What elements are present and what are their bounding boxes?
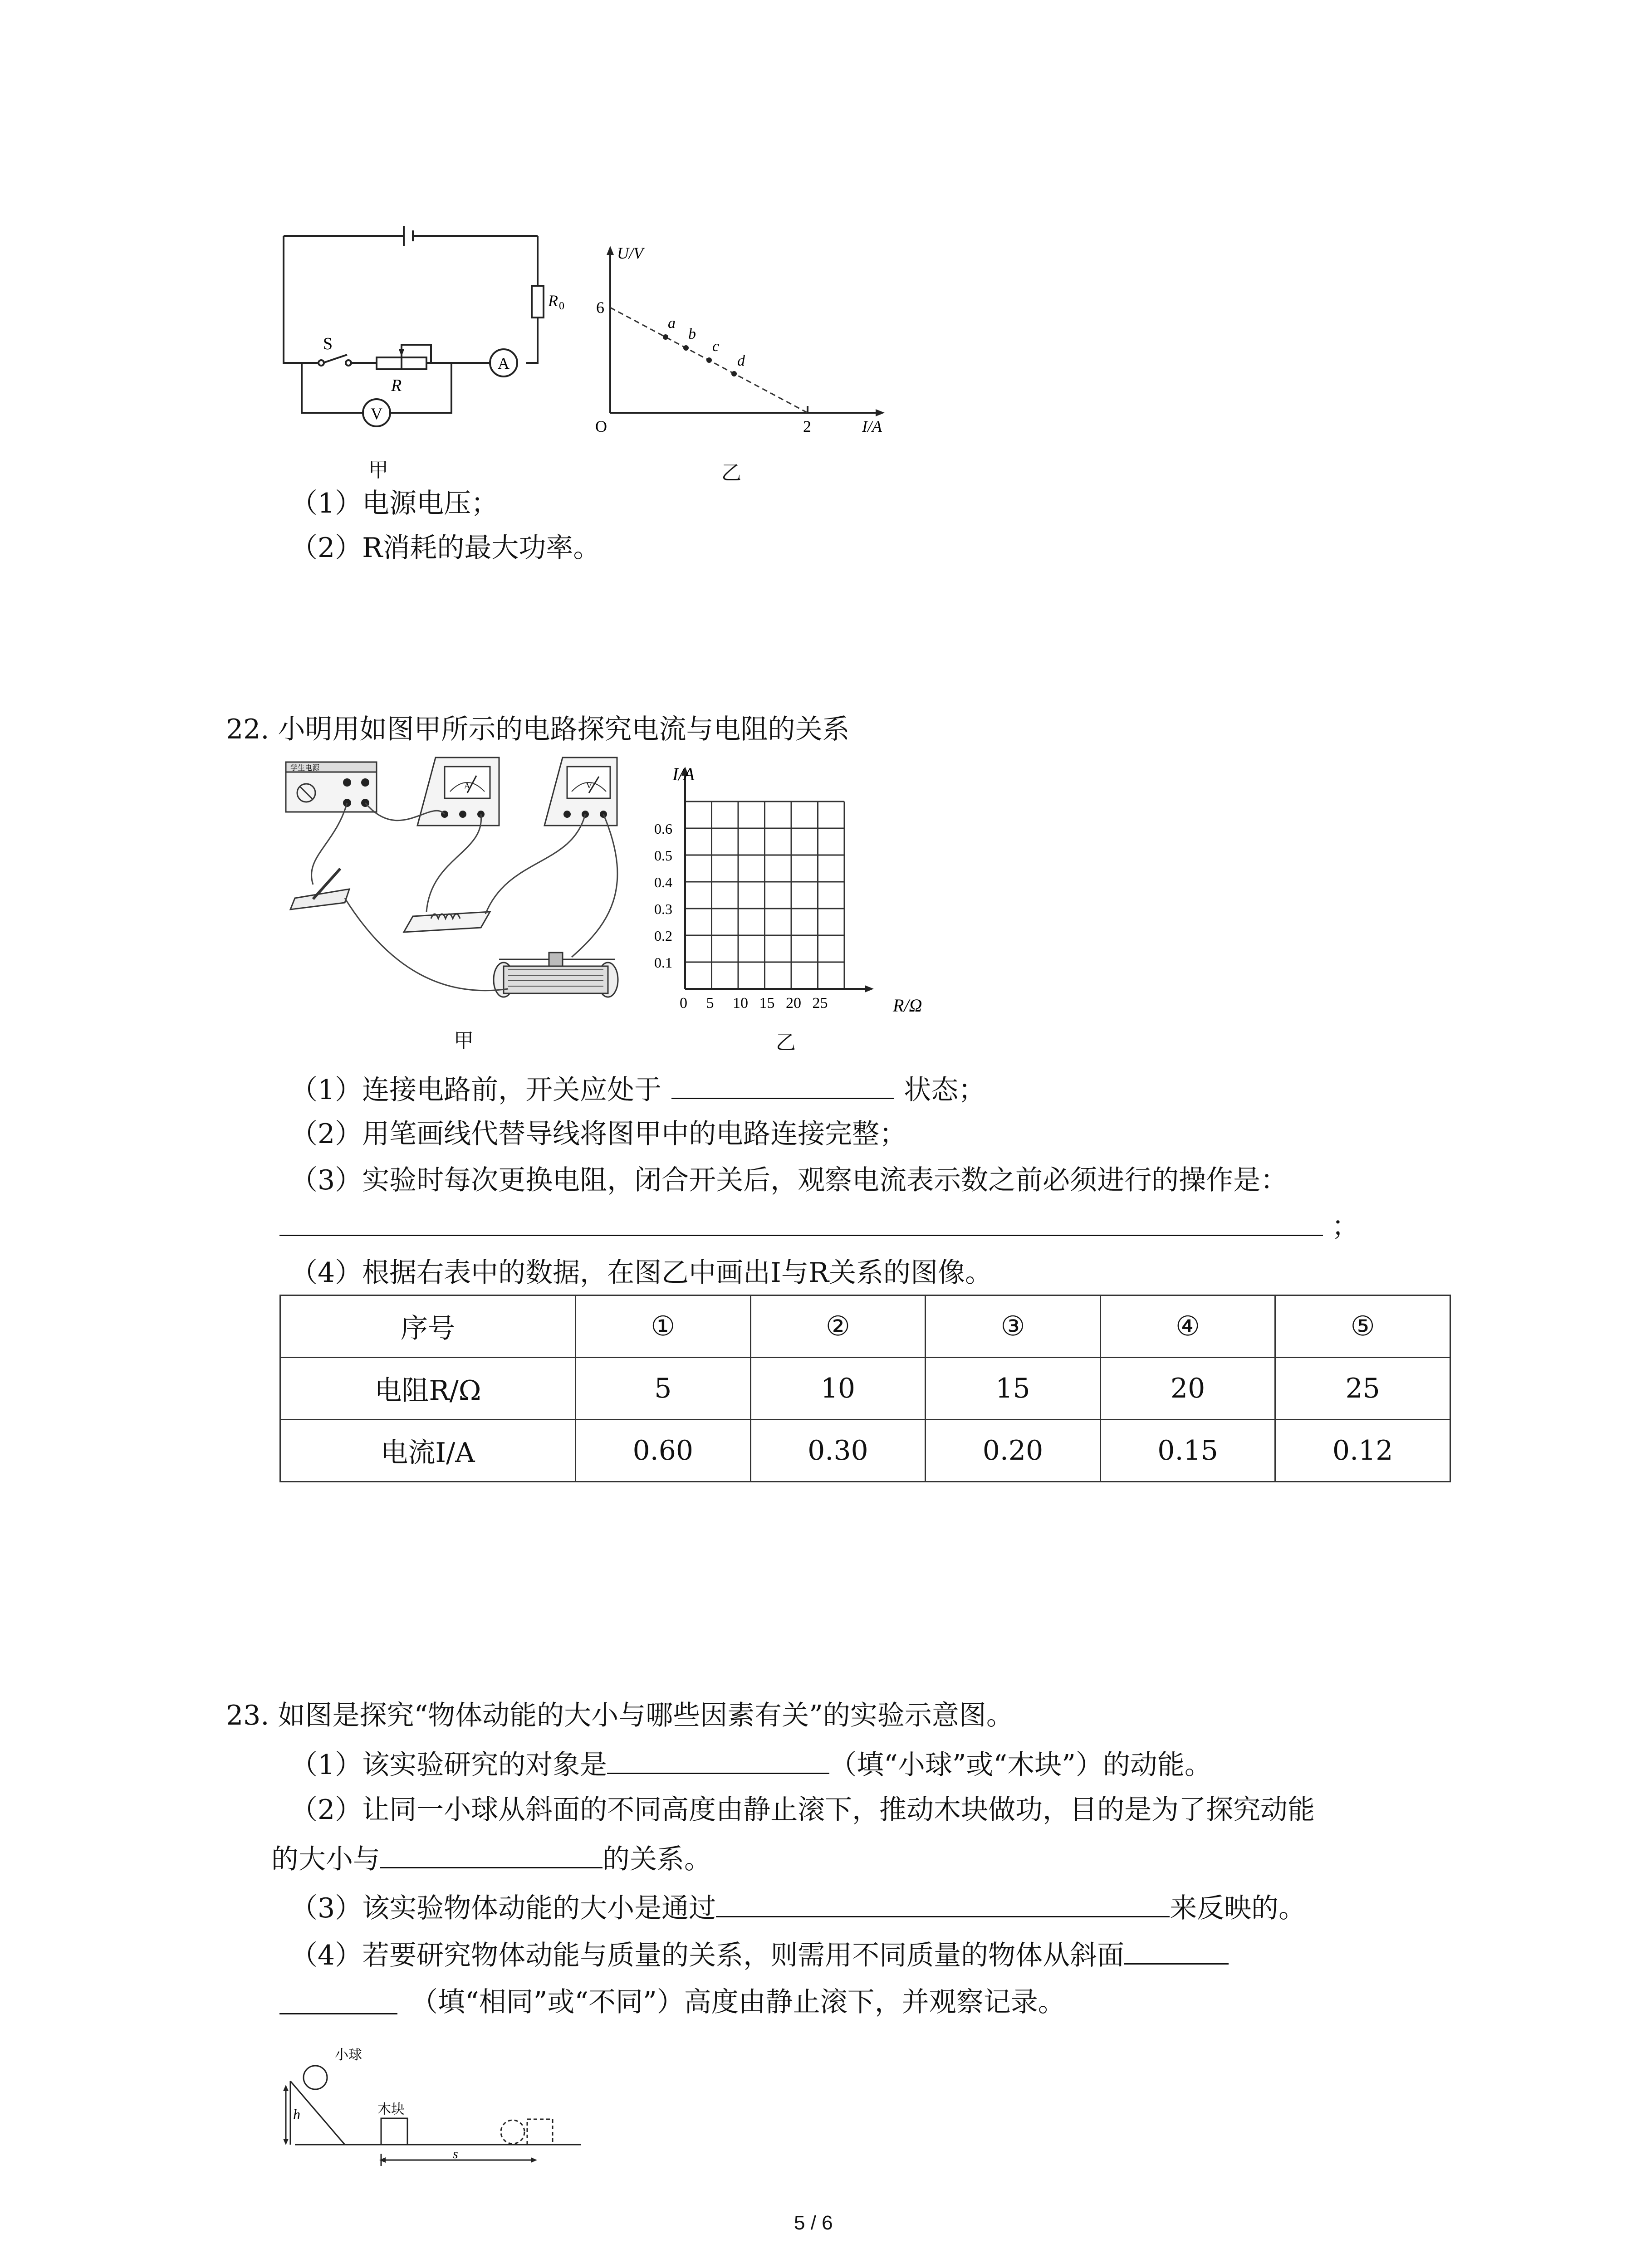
q23-sub1: [290, 1749, 1212, 1779]
q23-sub1-answer-blank[interactable]: [607, 1749, 829, 1774]
q23-sub4-answer-blank[interactable]: [1124, 1940, 1229, 1965]
index-cell-4: ④: [1100, 1295, 1275, 1358]
resistance-cell-3: 15: [926, 1358, 1101, 1420]
q23-sub2-line2: [271, 1843, 711, 1873]
q23-sub2-tail: 的关系。: [603, 1843, 711, 1875]
page-number: 5 / 6: [794, 2212, 833, 2234]
r0-subscript: 0: [559, 300, 564, 312]
height-label: h: [293, 2106, 300, 2122]
q21-circuit-diagram: [272, 213, 563, 494]
row-header-index: 序号: [280, 1295, 576, 1358]
ammeter-face-label: A: [464, 781, 470, 790]
q21-caption-jia: 甲: [368, 459, 388, 482]
q22-sub2: （2）用笔画线代替导线将图甲中的电路连接完整；: [290, 1118, 907, 1150]
distance-label: s: [453, 2146, 458, 2161]
index-cell-1: ①: [576, 1295, 751, 1358]
q21-caption-yi: 乙: [721, 461, 741, 484]
x-axis-label: I/A: [862, 417, 882, 435]
q22-sub3: （3）实验时每次更换电阻，闭合开关后，观察电流表示数之前必须进行的操作是：: [290, 1164, 1288, 1196]
y-tick-label: 0.6: [654, 821, 672, 837]
x-tick-label: 15: [759, 995, 775, 1012]
point-d-label: d: [737, 352, 745, 369]
q23-sub4-line1: [290, 1940, 1229, 1969]
q21-sub1: （1）电源电压；: [290, 488, 499, 519]
ball-on-incline: [304, 2066, 327, 2089]
table-row-resistance: [280, 1358, 1450, 1420]
y-tick-6: 6: [596, 298, 604, 317]
point-b-label: b: [688, 326, 696, 342]
q22-sub1-tail: 状态；: [904, 1074, 986, 1106]
voltmeter-label: V: [371, 405, 382, 423]
q23-stem: 23. 如图是探究“物体动能的大小与哪些因素有关”的实验示意图。: [226, 1700, 1014, 1731]
voltmeter-face-label: V: [586, 781, 592, 790]
x-tick-label: 0: [680, 995, 687, 1012]
current-cell-5: 0.12: [1275, 1420, 1450, 1482]
chart-x-axis-label: R/Ω: [893, 995, 922, 1016]
wooden-block: [381, 2118, 407, 2145]
y-axis-label: U/V: [617, 244, 643, 262]
index-cell-2: ②: [750, 1295, 926, 1358]
x-tick-label: 25: [812, 995, 828, 1012]
q23-sub3-text: （3）该实验物体动能的大小是通过: [290, 1892, 716, 1924]
current-cell-2: 0.30: [750, 1420, 926, 1482]
x-tick-label: 10: [733, 995, 748, 1012]
q22-sub1-text: （1）连接电路前，开关应处于: [290, 1074, 662, 1106]
resistance-cell-4: 20: [1100, 1358, 1275, 1420]
q22-sub1: [290, 1074, 985, 1104]
ball-label: 小球: [335, 2048, 362, 2063]
q22-data-table: [279, 1295, 1451, 1482]
q22-caption-yi: 乙: [776, 1031, 796, 1054]
q22-sub3-answer-line[interactable]: [279, 1235, 1323, 1236]
resistance-cell-5: 25: [1275, 1358, 1450, 1420]
q23-sub3-answer-blank[interactable]: [716, 1892, 1170, 1917]
q23-sub4-text: （4）若要研究物体动能与质量的关系，则需用不同质量的物体从斜面: [290, 1940, 1125, 1971]
q23-sub1-tail: （填“小球”或“木块”）的动能。: [829, 1749, 1212, 1781]
q23-sub2-line1: （2）让同一小球从斜面的不同高度由静止滚下，推动木块做功，目的是为了探究动能: [290, 1794, 1315, 1826]
origin-label: O: [595, 417, 607, 435]
y-tick-label: 0.2: [654, 928, 672, 944]
q22-stem: 22. 小明用如图甲所示的电路探究电流与电阻的关系: [226, 714, 850, 745]
q23-sub2-text: 的大小与: [271, 1843, 380, 1875]
ammeter-label: A: [498, 354, 509, 372]
y-tick-label: 0.5: [654, 847, 672, 864]
block-final-dashed: [527, 2119, 553, 2145]
row-header-resistance: 电阻R/Ω: [280, 1358, 576, 1420]
q23-sub3-tail: 来反映的。: [1170, 1892, 1306, 1924]
x-tick-label: 5: [706, 995, 714, 1012]
switch-label: S: [323, 334, 333, 353]
power-supply-label: 学生电源: [290, 764, 320, 772]
current-cell-4: 0.15: [1100, 1420, 1275, 1482]
table-row-index: [280, 1295, 1450, 1358]
point-c-label: c: [712, 338, 720, 355]
q23-incline-diagram: [277, 2041, 594, 2168]
x-tick-2: 2: [803, 417, 811, 435]
block-label: 木块: [377, 2102, 405, 2117]
row-header-current: 电流I/A: [280, 1420, 576, 1482]
q22-ir-grid-chart: [640, 762, 948, 1016]
q23-sub2-answer-blank[interactable]: [380, 1843, 603, 1868]
y-tick-label: 0.3: [654, 901, 672, 917]
q23-sub3: [290, 1892, 1306, 1922]
x-tick-label: 20: [786, 995, 801, 1012]
resistor-r0: [532, 286, 544, 318]
q22-sub4: （4）根据右表中的数据，在图乙中画出I与R关系的图像。: [290, 1257, 993, 1289]
q23-sub4-line2: （填“相同”或“不同”）高度由静止滚下，并观察记录。: [411, 1986, 1065, 2018]
table-row-current: [280, 1420, 1450, 1482]
current-cell-1: 0.60: [576, 1420, 751, 1482]
ball-final-dashed: [501, 2120, 524, 2144]
index-cell-5: ⑤: [1275, 1295, 1450, 1358]
chart-grid: [685, 802, 844, 989]
q23-sub4-answer-blank-cont[interactable]: [279, 2013, 397, 2014]
x-axis-arrow: [865, 985, 874, 992]
q22-apparatus-illustration: [281, 753, 626, 1007]
q21-uv-graph: [581, 245, 907, 440]
point-a-label: a: [668, 315, 676, 332]
chart-y-axis-label: I/A: [672, 764, 695, 784]
q22-sub3-end: ；: [1332, 1211, 1359, 1242]
rheostat-label: R: [391, 376, 402, 395]
resistance-cell-2: 10: [750, 1358, 926, 1420]
point-d: [731, 371, 737, 376]
resistance-cell-1: 5: [576, 1358, 751, 1420]
q23-sub1-text: （1）该实验研究的对象是: [290, 1749, 607, 1781]
index-cell-3: ③: [926, 1295, 1101, 1358]
point-c: [706, 357, 712, 363]
y-tick-label: 0.4: [654, 874, 672, 890]
q22-caption-jia: 甲: [454, 1029, 474, 1052]
point-b: [683, 345, 689, 351]
point-a: [663, 334, 668, 340]
switch-blade: [323, 355, 347, 363]
current-cell-3: 0.20: [926, 1420, 1101, 1482]
q22-sub1-answer-blank[interactable]: [671, 1074, 894, 1099]
q21-sub2: （2）R消耗的最大功率。: [290, 532, 601, 564]
y-tick-label: 0.1: [654, 954, 672, 971]
r0-label: R: [548, 292, 558, 310]
